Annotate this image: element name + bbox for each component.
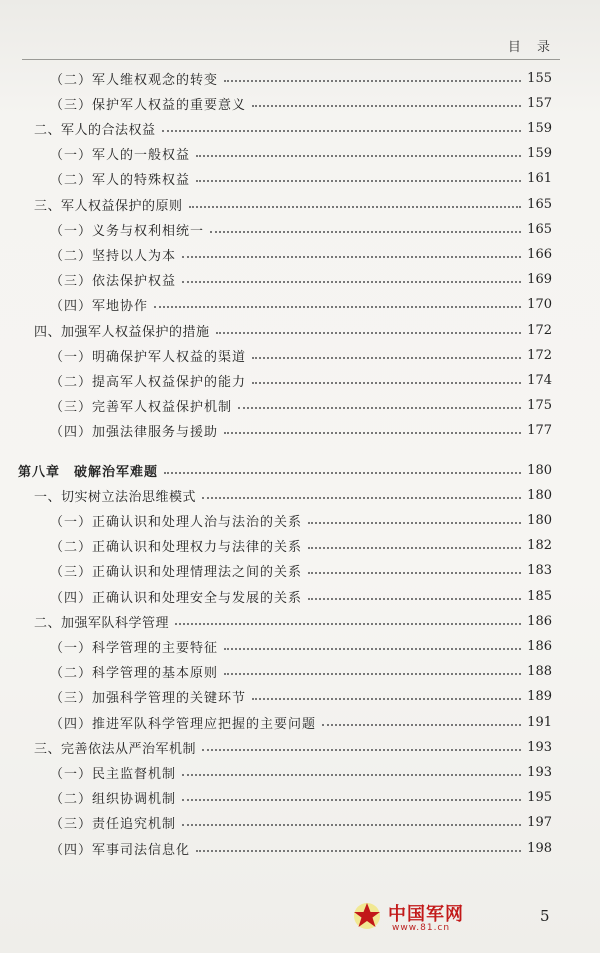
dot-leader	[189, 205, 522, 208]
toc-page-number: 193	[527, 739, 552, 755]
toc-page-number: 170	[527, 297, 552, 313]
site-logo	[352, 898, 502, 938]
dot-leader	[308, 597, 521, 600]
toc-item	[50, 268, 552, 292]
toc-page-number: 172	[527, 322, 552, 338]
toc-page-number: 177	[527, 423, 552, 439]
toc-item	[50, 559, 552, 583]
toc-label: （四）军地协作	[50, 299, 149, 315]
dot-leader	[164, 471, 521, 474]
toc-page-number: 197	[527, 815, 552, 831]
toc-section	[34, 192, 552, 216]
toc-item	[50, 660, 552, 684]
dot-leader	[252, 381, 521, 384]
toc-item	[50, 419, 552, 443]
dot-leader	[196, 849, 521, 852]
logo-text: 中国军网	[388, 904, 464, 925]
toc-page-number: 175	[527, 398, 552, 414]
toc-page-number: 174	[527, 372, 552, 388]
toc-page-number: 161	[527, 171, 552, 187]
toc-label: 三、完善依法从严治军机制	[34, 741, 197, 757]
toc-item	[50, 760, 552, 784]
toc-label: 二、加强军队科学管理	[34, 615, 170, 631]
toc-page-number: 165	[527, 221, 552, 237]
toc-item	[50, 710, 552, 734]
toc-label: 一、切实树立法治思维模式	[34, 489, 197, 505]
dot-leader	[182, 798, 521, 801]
star-emblem-icon	[352, 900, 382, 930]
toc-label: （一）民主监督机制	[50, 766, 177, 782]
toc-page-number: 180	[527, 512, 552, 528]
toc-item	[50, 142, 552, 166]
dot-leader	[308, 546, 521, 549]
toc-item	[50, 242, 552, 266]
toc-page-number: 186	[527, 613, 552, 629]
dot-leader	[182, 823, 521, 826]
toc-label: （四）加强法律服务与援助	[50, 425, 219, 441]
toc-label: （三）依法保护权益	[50, 274, 177, 290]
toc-page-number: 193	[527, 764, 552, 780]
toc-label: （一）科学管理的主要特征	[50, 640, 219, 656]
toc-page-number: 188	[527, 664, 552, 680]
toc-page-number: 172	[527, 347, 552, 363]
dot-leader	[202, 748, 521, 751]
toc-page-number: 159	[527, 120, 552, 136]
toc-label: （二）军人维权观念的转变	[50, 72, 219, 88]
toc-section	[34, 609, 552, 633]
toc-page-number: 195	[527, 790, 552, 806]
dot-leader	[252, 356, 521, 359]
dot-leader	[252, 697, 521, 700]
toc-label: （四）正确认识和处理安全与发展的关系	[50, 590, 303, 606]
toc-label: 三、军人权益保护的原则	[34, 198, 183, 214]
toc-page-number: 169	[527, 272, 552, 288]
dot-leader	[196, 154, 521, 157]
dot-leader	[252, 104, 521, 107]
dot-leader	[224, 672, 521, 675]
toc-item	[50, 685, 552, 709]
dot-leader	[308, 571, 521, 574]
toc-label: （一）义务与权利相统一	[50, 223, 205, 239]
dot-leader	[175, 622, 521, 625]
page-header	[0, 30, 600, 60]
toc-label: （二）坚持以人为本	[50, 248, 177, 264]
toc-label: （三）正确认识和处理情理法之间的关系	[50, 565, 303, 581]
dot-leader	[154, 305, 521, 308]
toc-label: 二、军人的合法权益	[34, 122, 156, 138]
toc-label: （四）军事司法信息化	[50, 842, 191, 858]
toc-page-number: 159	[527, 146, 552, 162]
header-title: 目 录	[507, 40, 556, 55]
toc-item	[50, 394, 552, 418]
dot-leader	[322, 723, 521, 726]
dot-leader	[224, 431, 521, 434]
toc-page-number: 165	[527, 196, 552, 212]
toc-item	[50, 368, 552, 392]
toc-label: （一）军人的一般权益	[50, 148, 191, 164]
toc-label: （二）正确认识和处理权力与法律的关系	[50, 540, 303, 556]
toc-section	[34, 116, 552, 140]
toc-item	[50, 836, 552, 860]
dot-leader	[308, 521, 521, 524]
toc-label: 四、加强军人权益保护的措施	[34, 324, 210, 340]
toc-item	[50, 293, 552, 317]
dot-leader	[182, 280, 521, 283]
dot-leader	[216, 331, 522, 334]
toc-page-number: 180	[527, 462, 552, 478]
toc-label: 第八章 破解治军难题	[18, 464, 159, 480]
toc-label: （四）推进军队科学管理应把握的主要问题	[50, 716, 317, 732]
toc-item	[50, 584, 552, 608]
toc-item	[50, 217, 552, 241]
toc-page-number: 186	[527, 638, 552, 654]
dot-leader	[182, 255, 521, 258]
toc-section	[34, 735, 552, 759]
toc-page-number: 166	[527, 246, 552, 262]
toc-label: （三）责任追究机制	[50, 817, 177, 833]
toc-item	[50, 634, 552, 658]
toc-item	[50, 167, 552, 191]
toc-item	[50, 91, 552, 115]
toc-item	[50, 534, 552, 558]
toc-item	[50, 343, 552, 367]
toc-item	[50, 66, 552, 90]
dot-leader	[182, 773, 521, 776]
toc-label: （二）提高军人权益保护的能力	[50, 374, 247, 390]
toc-section	[34, 318, 552, 342]
dot-leader	[162, 129, 522, 132]
logo-url: www.81.cn	[392, 923, 451, 933]
toc-page-number: 183	[527, 563, 552, 579]
toc-page-number: 180	[527, 487, 552, 503]
toc-page-number: 191	[527, 714, 552, 730]
toc-label: （二）组织协调机制	[50, 792, 177, 808]
dot-leader	[224, 79, 521, 82]
toc-label: （一）明确保护军人权益的渠道	[50, 349, 247, 365]
dot-leader	[210, 230, 521, 233]
dot-leader	[202, 496, 521, 499]
header-rule	[22, 59, 560, 60]
toc-page-number: 157	[527, 95, 552, 111]
toc-page-number: 189	[527, 689, 552, 705]
toc-label: （三）加强科学管理的关键环节	[50, 691, 247, 707]
toc-page-number: 198	[527, 840, 552, 856]
toc-label: （三）保护军人权益的重要意义	[50, 97, 247, 113]
toc-page-number: 185	[527, 588, 552, 604]
toc-label: （一）正确认识和处理人治与法治的关系	[50, 514, 303, 530]
dot-leader	[224, 647, 521, 650]
toc-label: （二）科学管理的基本原则	[50, 666, 219, 682]
toc-item	[50, 508, 552, 532]
dot-leader	[238, 406, 521, 409]
toc-label: （三）完善军人权益保护机制	[50, 400, 233, 416]
toc-item	[50, 811, 552, 835]
toc-page-number: 155	[527, 70, 552, 86]
page-number: 5	[540, 907, 550, 925]
toc-item	[50, 786, 552, 810]
toc-page-number: 182	[527, 538, 552, 554]
toc-chapter	[18, 458, 552, 482]
toc-section	[34, 483, 552, 507]
dot-leader	[196, 179, 521, 182]
toc-label: （二）军人的特殊权益	[50, 173, 191, 189]
